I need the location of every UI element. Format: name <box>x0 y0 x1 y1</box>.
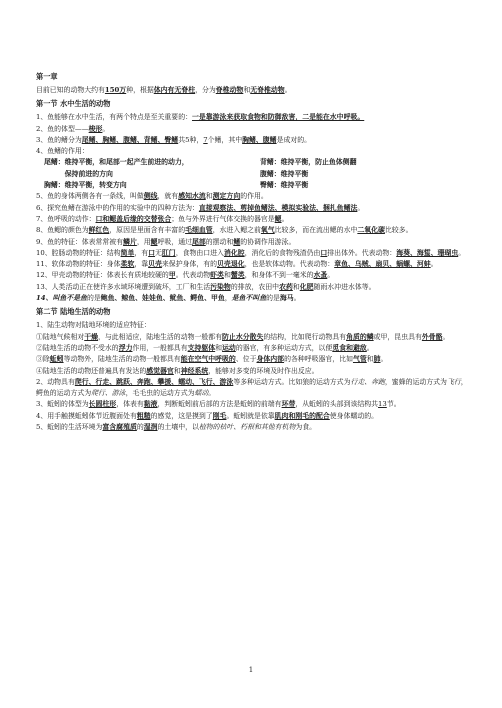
text-run: ，蜜蜂的运动方式为 <box>384 377 447 386</box>
text-run: 4、鱼鳍的作用： <box>36 147 89 156</box>
text-run: 口 <box>148 248 156 257</box>
text-run: 和 <box>205 192 213 201</box>
text-run: 一是靠游泳来获取食物和防御敌害，二是能在水中呼吸。 <box>191 113 365 122</box>
text-run: 等动物外，陆地生活的动物一般都具有 <box>63 355 181 364</box>
text-run: 胸鳍、腹鳍 <box>242 135 277 144</box>
text-run: 种，根据 <box>126 86 154 94</box>
text-run: 作用，一般都具有 <box>132 343 188 352</box>
text-run: 觅食和避敌 <box>332 343 367 352</box>
list-item <box>36 225 468 236</box>
list-item <box>36 343 468 354</box>
text-run: 角质的鳞 <box>346 332 374 341</box>
text-run: 虾类 <box>210 271 224 280</box>
text-run: 黏液 <box>143 400 158 409</box>
list-item <box>36 422 468 433</box>
text-run: 和 <box>366 355 374 364</box>
text-run: 能在空气中呼吸的 <box>180 355 236 364</box>
text-run: 的结构，比如爬行动物具有 <box>263 332 347 341</box>
text-run: 和 <box>292 282 300 291</box>
text-run: 的是 <box>266 294 280 303</box>
document-page <box>36 72 468 433</box>
text-run: 海马 <box>279 294 294 303</box>
text-run: ， <box>224 294 232 303</box>
text-run: 的感觉，这是摸到了 <box>150 411 213 420</box>
text-run: ，食物由口进入 <box>175 248 224 257</box>
text-run: 爬行、游泳 <box>91 389 126 398</box>
text-run: 和 <box>215 343 223 352</box>
text-run: 无 <box>155 248 162 257</box>
text-run: 的是 <box>86 294 101 303</box>
text-run: 或甲，昆虫具有 <box>373 332 422 341</box>
text-run: 是成对的。 <box>276 135 312 144</box>
page-number: 1 <box>248 666 254 674</box>
text-run: 7 <box>203 135 208 144</box>
text-run: 比较多。 <box>384 226 413 235</box>
list-item <box>36 259 468 270</box>
text-run: 蚯蚓 <box>49 355 64 364</box>
text-run: ①陆地气候相对 <box>36 332 85 341</box>
text-run: 农药 <box>279 282 293 291</box>
text-run: 口和鳃盖后缘的交替张合 <box>95 214 172 223</box>
text-run: 气管 <box>352 355 367 364</box>
section-title-water-animals: 第一节 水中生活的动物 <box>36 99 111 109</box>
text-run: 侧线 <box>143 192 158 201</box>
list-item <box>36 214 468 225</box>
text-run: 蟹类 <box>230 271 245 280</box>
text-run: 行走、奔跑 <box>350 377 385 386</box>
text-run: 。代表动物 <box>175 271 211 280</box>
text-run: ④陆地生活的动物还普遍具有发达的 <box>36 366 147 375</box>
text-run: 150万 <box>104 86 127 94</box>
items-water-animals <box>36 191 468 304</box>
text-run: 外骨骼 <box>421 332 443 341</box>
text-run: 直接观察法、剪掉鱼鳍法、模拟实验法、捆扎鱼鳍法 <box>198 203 358 212</box>
text-run: ，水进入鳃之前 <box>212 226 261 235</box>
list-item <box>36 320 468 331</box>
text-run: 鲜红色 <box>88 226 110 235</box>
text-run: 胸鳍：维持平衡，转变方向 <box>44 181 127 190</box>
list-item <box>36 366 468 377</box>
intro-paragraph <box>36 85 468 96</box>
text-run: 刚毛 <box>212 411 227 420</box>
text-run: 污染物 <box>210 282 231 291</box>
text-run: 的各种呼吸器官，比如 <box>284 355 353 364</box>
text-run: 鳃 <box>274 214 282 223</box>
text-run: 、位于 <box>235 355 257 364</box>
text-run: 3、鱼的鳍分为 <box>36 135 82 144</box>
text-run: ，和身体不到一毫米的 <box>244 271 314 280</box>
text-run: ，与此相适应，陆地生活的动物一般都有 <box>98 332 223 341</box>
text-run: 章鱼、乌贼、扇贝、蜗螺、河蚌 <box>334 260 431 269</box>
text-run: 保持前进的方向 <box>44 169 113 178</box>
text-run: 。 <box>442 332 450 341</box>
text-run: 随雨水冲进水体等。 <box>313 282 376 291</box>
text-run: 11、软体动物的特征：身体 <box>36 260 121 269</box>
text-run: ，有 <box>134 248 149 257</box>
fin-functions <box>36 157 468 191</box>
text-run: 鳃 <box>150 237 158 246</box>
list-item <box>36 112 468 123</box>
text-run: ②陆地生活的动物不受水的 <box>36 343 119 352</box>
list-item <box>36 191 468 202</box>
text-run: 使身体蠕动的。 <box>329 411 379 420</box>
text-run: 干燥 <box>84 332 99 341</box>
list-item <box>36 282 468 293</box>
text-run: 甲 <box>168 271 176 280</box>
text-run: 海葵、海蜇、珊瑚虫 <box>396 248 459 257</box>
text-run: 贝壳退化 <box>217 260 245 269</box>
text-run: 。 <box>366 343 374 352</box>
text-run: ，毛毛虫的运动方式为 <box>125 389 195 398</box>
text-run: 个鳍，其中 <box>207 135 243 144</box>
text-run: 柔软 <box>120 260 135 269</box>
text-run: 7、鱼呼吸的动作： <box>36 214 96 223</box>
text-run: 。 <box>102 124 110 133</box>
text-run: 毛细血管 <box>185 226 213 235</box>
text-run: 肛门 <box>161 248 176 257</box>
text-run: 尾部 <box>191 237 206 246</box>
text-run: 6、探究鱼鳍在游泳中的作用的实验中的四种方法为： <box>36 203 199 212</box>
text-run: 是鱼不叫鱼 <box>231 294 267 303</box>
list-item <box>36 293 468 304</box>
list-item <box>36 411 468 422</box>
text-run: 长圆柱形 <box>88 400 117 409</box>
text-run: 支持躯体 <box>187 343 216 352</box>
text-run: 鳍 <box>233 237 241 246</box>
text-run: 运动 <box>222 343 236 352</box>
text-run: 。 <box>293 294 301 303</box>
chapter-title: 第一章 <box>36 72 58 81</box>
text-run: 富含腐殖质 <box>102 423 137 432</box>
text-run: 9、鱼的特征：体表常常被有 <box>36 237 124 246</box>
text-run: 浮力 <box>118 343 133 352</box>
text-run: 。 <box>357 203 365 212</box>
list-item <box>36 399 468 410</box>
items-fish-basics <box>36 112 468 157</box>
text-run: 共5种， <box>178 135 204 144</box>
list-item <box>36 203 468 214</box>
text-run: 等多种运动方式。比如狼的运动方式为 <box>233 377 351 386</box>
text-run: 。蚯蚓就是依靠 <box>226 411 275 420</box>
text-run: 鲍鱼、鲸鱼、娃娃鱼、鱿鱼、鳄鱼、甲鱼 <box>100 294 225 303</box>
text-run: 。 <box>208 389 216 398</box>
text-run: 的作用。 <box>240 192 268 201</box>
text-run: 。 <box>430 260 438 269</box>
text-run: 2、动物具有 <box>36 377 75 386</box>
text-run: 。 <box>284 86 292 94</box>
text-run: 8、鱼鳃的颜色为 <box>36 226 89 235</box>
text-run: 无脊椎动物 <box>250 86 285 94</box>
fin-function-item <box>44 180 260 191</box>
text-run: 呼吸，通过 <box>157 237 192 246</box>
text-run: 化肥 <box>299 282 314 291</box>
text-run: 尾鳍：维持平衡，和尾部一起产生前进的动力， <box>44 158 189 167</box>
list-item <box>36 270 468 281</box>
text-run: 贝壳 <box>148 260 162 269</box>
text-run: 肺 <box>373 355 381 364</box>
text-run: 13 <box>378 400 387 409</box>
text-run: 湿润 <box>143 423 158 432</box>
fin-function-item <box>44 169 260 180</box>
list-item <box>36 124 468 135</box>
text-run: ；鱼与外界进行气体交换的器官是 <box>171 214 275 223</box>
text-run: 13、人类活动正在使许多水域环境遭到破坏，工厂和生活 <box>36 282 211 291</box>
text-run: ，从蚯蚓的头部到该结构共 <box>295 400 379 409</box>
text-run: ，原因是里面含有丰富的 <box>109 226 186 235</box>
text-run: 神经系统 <box>180 366 209 375</box>
text-run: 体内有无脊柱 <box>153 86 196 94</box>
text-run: 。 <box>327 271 335 280</box>
fin-function-item <box>260 157 476 168</box>
text-run: 5、鱼的身体两侧各有一条线，叫做 <box>36 192 144 201</box>
list-item <box>36 377 468 400</box>
text-run: ，能够对多变的环境及时作出反应。 <box>208 366 319 375</box>
text-run: 。 <box>380 355 388 364</box>
text-run: 比较多，而在流出鳃的水中 <box>274 226 358 235</box>
text-run: 测定方向 <box>212 192 241 201</box>
text-run: 4、用手触摸蚯蚓体节近腹面处有 <box>36 411 137 420</box>
text-run: 5、蚯蚓的生活环境为 <box>36 423 103 432</box>
text-run: 氧气 <box>260 226 275 235</box>
list-item <box>36 135 468 146</box>
text-run: 爬行、行走、跳跃、奔跑、攀援、蠕动、飞行、游泳 <box>74 377 234 386</box>
text-run: 二氧化碳 <box>357 226 385 235</box>
text-run: ，分为 <box>195 86 216 94</box>
text-run: 的器官，有多种运动方式，以便 <box>235 343 333 352</box>
list-item <box>36 248 468 259</box>
text-run: 口 <box>320 248 328 257</box>
text-run: 2、鱼的体型—— <box>36 124 89 133</box>
items-land-animals <box>36 320 468 433</box>
text-run: 背鳍：维持平衡，防止鱼体侧翻 <box>260 158 357 167</box>
list-item <box>36 354 468 365</box>
text-run: 目前已知的动物大约有 <box>36 86 105 94</box>
text-run: ，靠 <box>134 260 149 269</box>
text-run: ，就有 <box>157 192 179 201</box>
text-run: 12、甲壳动物的特征：体表长有质地较硬的 <box>36 271 169 280</box>
text-run: 和 <box>243 86 251 94</box>
text-run: 身体内部 <box>256 355 285 364</box>
text-run: 10、腔肠动物的特征：结构 <box>36 248 121 257</box>
text-run: 的排放，农田中 <box>230 282 280 291</box>
text-run: 感知水流 <box>178 192 206 201</box>
text-run: 来保护身体，有的 <box>161 260 218 269</box>
text-run: ，用 <box>136 237 151 246</box>
list-item <box>36 332 468 343</box>
text-run: 的摆动和 <box>205 237 234 246</box>
text-run: 。 <box>281 214 289 223</box>
text-run: 和 <box>173 366 181 375</box>
text-run: 肌肉和刚毛的配合 <box>274 411 330 420</box>
text-run: 防止水分散失 <box>222 332 264 341</box>
text-run: 臀鳍：维持平衡 <box>260 181 309 190</box>
text-run: 1、陆生动物对陆地环境的适应特征： <box>36 321 151 330</box>
text-run: ，也是软体动物。代表动物： <box>244 260 335 269</box>
text-run: ③除 <box>36 355 50 364</box>
text-run: 感觉器官 <box>146 366 174 375</box>
text-run: ，消化后的食物残渣仍由 <box>244 248 321 257</box>
text-run: 梭形 <box>88 124 103 133</box>
text-run: 叫鱼不是鱼 <box>52 294 87 303</box>
text-run: 的协调作用游泳。 <box>240 237 296 246</box>
text-run: 环带 <box>281 400 296 409</box>
text-run: 消化腔 <box>223 248 245 257</box>
text-run: 蠕动 <box>194 389 209 398</box>
text-run: 3、蚯蚓的体型为 <box>36 400 89 409</box>
text-run: 排出体外。代表动物： <box>327 248 397 257</box>
text-run: 飞行 <box>446 377 461 386</box>
fin-function-item <box>260 180 476 191</box>
text-run: 。 <box>458 248 466 257</box>
section-title-land-animals: 第二节 陆地生活的动物 <box>36 307 111 317</box>
intro-text <box>36 85 468 96</box>
text-run: 14、 <box>36 294 53 303</box>
text-run: 的土壤中，以 <box>157 423 199 432</box>
text-run: 简单 <box>120 248 135 257</box>
text-run: 为食。 <box>295 423 317 432</box>
text-run: 腹鳍：维持平衡 <box>260 169 309 178</box>
list-item <box>36 237 468 248</box>
list-item <box>36 146 468 157</box>
text-run: ，鳄鱼的运动方式为 <box>36 377 468 398</box>
text-run: 1、鱼能够在水中生活，有两个特点是至关重要的： <box>36 113 192 122</box>
text-run: 粗糙 <box>136 411 151 420</box>
text-run: 植物的枯叶、朽根和其他有机物 <box>198 423 296 432</box>
text-run: 的 <box>136 423 144 432</box>
text-run: 水蚤 <box>313 271 328 280</box>
text-run: 和 <box>223 271 231 280</box>
fin-function-item <box>44 157 260 168</box>
text-run: 尾鳍、胸鳍、腹鳍、背鳍、臀鳍 <box>81 135 179 144</box>
text-run: 脊椎动物 <box>215 86 244 94</box>
fin-function-item <box>260 169 476 180</box>
text-run: 鳞片 <box>123 237 137 246</box>
text-run: 节。 <box>386 400 401 409</box>
text-run: ，体表有 <box>116 400 144 409</box>
text-run: ，判断蚯蚓前后部的方法是蚯蚓的前端有 <box>157 400 282 409</box>
